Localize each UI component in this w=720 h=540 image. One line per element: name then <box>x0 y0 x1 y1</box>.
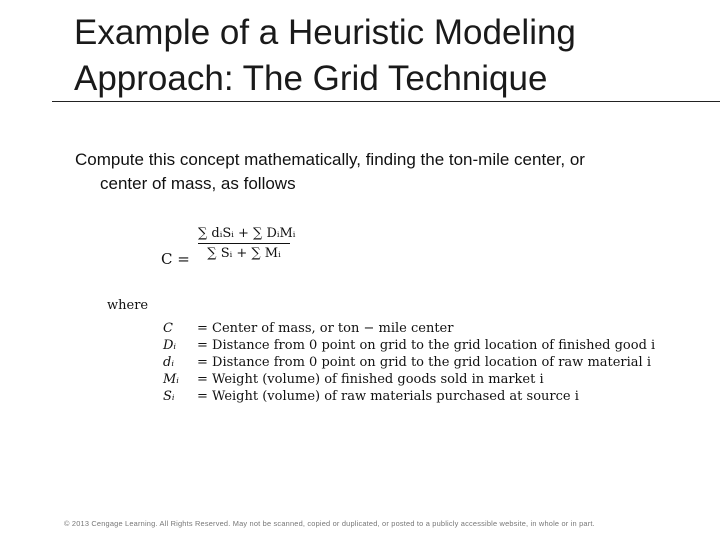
definition-text: = Distance from 0 point on grid to the grid location of raw material i <box>197 355 652 370</box>
definition-symbol: dᵢ <box>163 355 174 370</box>
definition-row <box>163 320 655 337</box>
definitions-list <box>163 320 655 405</box>
slide-title <box>74 10 714 102</box>
intro-text <box>75 148 695 196</box>
definition-symbol: C <box>163 321 173 336</box>
definition-row <box>163 388 655 405</box>
title-line-1: Example of a Heuristic Modeling <box>74 13 576 52</box>
definition-text: = Weight (volume) of finished goods sold in market i <box>197 372 544 387</box>
definition-symbol: Mᵢ <box>163 372 179 387</box>
intro-line-1: Compute this concept mathematically, finding the ton-mile center, or <box>75 150 585 169</box>
formula-lhs: C = <box>161 250 190 268</box>
definition-text: = Center of mass, or ton − mile center <box>197 321 454 336</box>
formula-numerator: ∑ dᵢSᵢ + ∑ DᵢMᵢ <box>198 226 296 241</box>
intro-line-2: center of mass, as follows <box>100 174 296 193</box>
definition-symbol: Sᵢ <box>163 389 175 404</box>
formula-fraction <box>198 226 296 261</box>
definition-row <box>163 371 655 388</box>
definition-row <box>163 354 655 371</box>
definition-row <box>163 337 655 354</box>
title-line-2: Approach: The Grid Technique <box>74 59 548 98</box>
fraction-bar <box>198 243 290 244</box>
definition-text: = Distance from 0 point on grid to the grid location of finished good i <box>197 338 656 353</box>
definition-text: = Weight (volume) of raw materials purchased at source i <box>197 389 579 404</box>
copyright-footer: © 2013 Cengage Learning. All Rights Reserved. May not be scanned, copied or duplicated, or posted to a publicly accessible website, in whole or in part. <box>64 519 595 528</box>
definition-symbol: Dᵢ <box>163 338 177 353</box>
title-divider <box>52 101 720 102</box>
formula-denominator: ∑ Sᵢ + ∑ Mᵢ <box>207 246 281 261</box>
where-label: where <box>107 298 149 313</box>
